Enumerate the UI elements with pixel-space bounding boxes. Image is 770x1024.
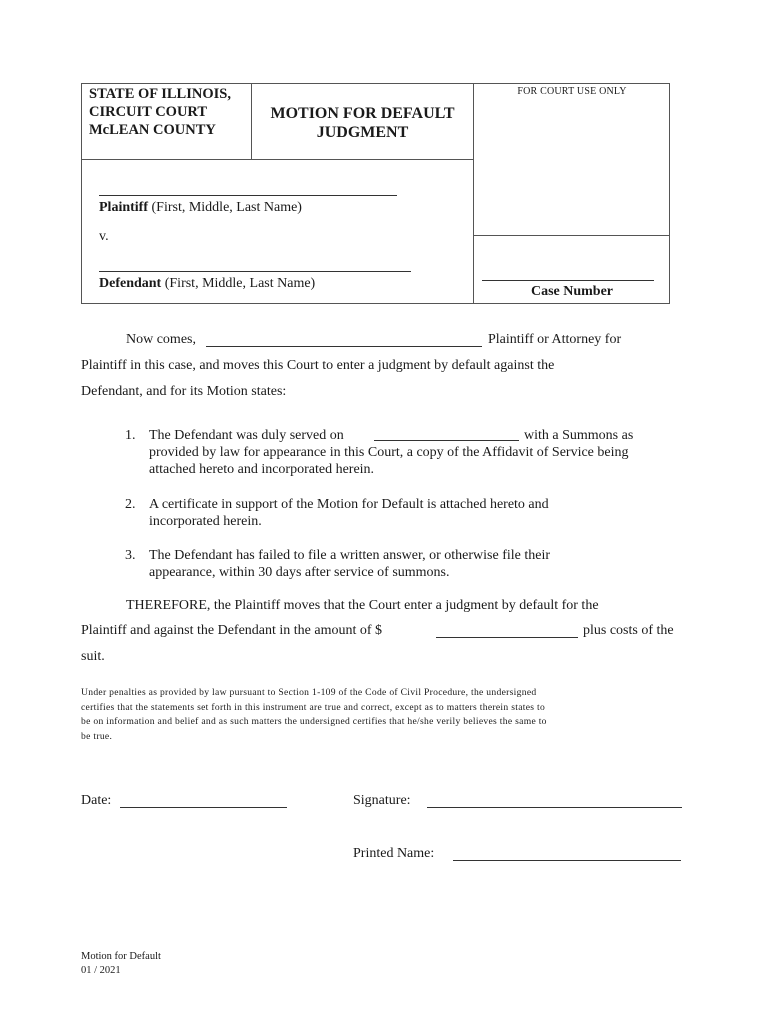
case-number-field[interactable]: [482, 280, 654, 281]
case-number-divider: [473, 235, 670, 236]
item-1-line-3: attached hereto and incorporated herein.: [149, 462, 375, 477]
plaintiff-attorney-field[interactable]: [206, 346, 482, 347]
therefore-line-2a: Plaintiff and against the Defendant in the amount of $: [81, 623, 383, 638]
document-title: [252, 104, 473, 142]
intro-now-comes: Now comes,: [126, 332, 196, 347]
form-footer: [81, 950, 161, 978]
item-1-line-1b: with a Summons as: [524, 428, 634, 443]
footer-form-name: Motion for Default: [81, 951, 161, 962]
intro-line-2: Plaintiff in this case, and moves this Court to enter a judgment by default against the: [81, 358, 555, 373]
court-circuit: CIRCUIT COURT: [89, 104, 208, 120]
service-date-field[interactable]: [374, 440, 519, 441]
plaintiff-label-bold: Plaintiff: [99, 200, 148, 215]
plaintiff-label: [99, 200, 302, 216]
title-line-2: JUDGMENT: [316, 124, 409, 141]
defendant-name-field[interactable]: [99, 271, 411, 272]
court-county: McLEAN COUNTY: [89, 122, 216, 138]
item-2-line-1: A certificate in support of the Motion for Default is attached hereto and: [149, 497, 549, 512]
court-heading: [89, 85, 231, 139]
item-number: 3.: [125, 548, 136, 563]
defendant-label: [99, 276, 315, 292]
intro-line-3: Defendant, and for its Motion states:: [81, 384, 287, 399]
date-field[interactable]: [120, 807, 287, 808]
item-2-line-2: incorporated herein.: [149, 514, 262, 529]
item-number: 1.: [125, 428, 136, 443]
signature-field[interactable]: [427, 807, 682, 808]
court-state: STATE OF ILLINOIS,: [89, 86, 231, 102]
judgment-amount-field[interactable]: [436, 637, 578, 638]
therefore-line-1: THEREFORE, the Plaintiff moves that the Court enter a judgment by default for the: [126, 598, 599, 613]
footer-revision: 01 / 2021: [81, 965, 121, 976]
plaintiff-hint: (First, Middle, Last Name): [148, 200, 302, 215]
item-number: 2.: [125, 497, 136, 512]
certification-line-1: Under penalties as provided by law pursuant to Section 1-109 of the Code of Civil Procedure, the undersigned: [81, 687, 537, 698]
item-1-line-2: provided by law for appearance in this Court, a copy of the Affidavit of Service being: [149, 445, 629, 460]
signature-label: Signature:: [353, 793, 411, 808]
therefore-line-2b: plus costs of the: [583, 623, 674, 638]
item-3-line-2: appearance, within 30 days after service of summons.: [149, 565, 450, 580]
versus-label: v.: [99, 229, 109, 244]
court-use-divider: [473, 83, 474, 304]
defendant-hint: (First, Middle, Last Name): [161, 276, 316, 291]
certification-line-4: be true.: [81, 730, 113, 742]
printed-name-field[interactable]: [453, 860, 681, 861]
certification-line-2: certifies that the statements set forth in this instrument are true and correct, except as to matters therein states to: [81, 701, 546, 713]
defendant-label-bold: Defendant: [99, 276, 162, 291]
printed-name-label: Printed Name:: [353, 846, 435, 861]
certification-line-3: be on information and belief and as such matters the undersigned certifies that he/she verily believes the same to: [81, 716, 547, 727]
item-3-line-1: The Defendant has failed to file a written answer, or otherwise file their: [149, 548, 551, 563]
certification-text: [81, 686, 693, 744]
item-1-line-1a: The Defendant was duly served on: [149, 428, 344, 443]
therefore-line-3: suit.: [81, 649, 105, 664]
case-number-label: Case Number: [530, 284, 614, 299]
title-line-1: MOTION FOR DEFAULT: [270, 105, 455, 122]
plaintiff-name-field[interactable]: [99, 195, 397, 196]
intro-plaintiff-attorney: Plaintiff or Attorney for: [488, 332, 622, 347]
caption-divider-horizontal: [81, 159, 473, 160]
court-use-only-label: FOR COURT USE ONLY: [517, 86, 627, 97]
date-label: Date:: [81, 793, 112, 808]
